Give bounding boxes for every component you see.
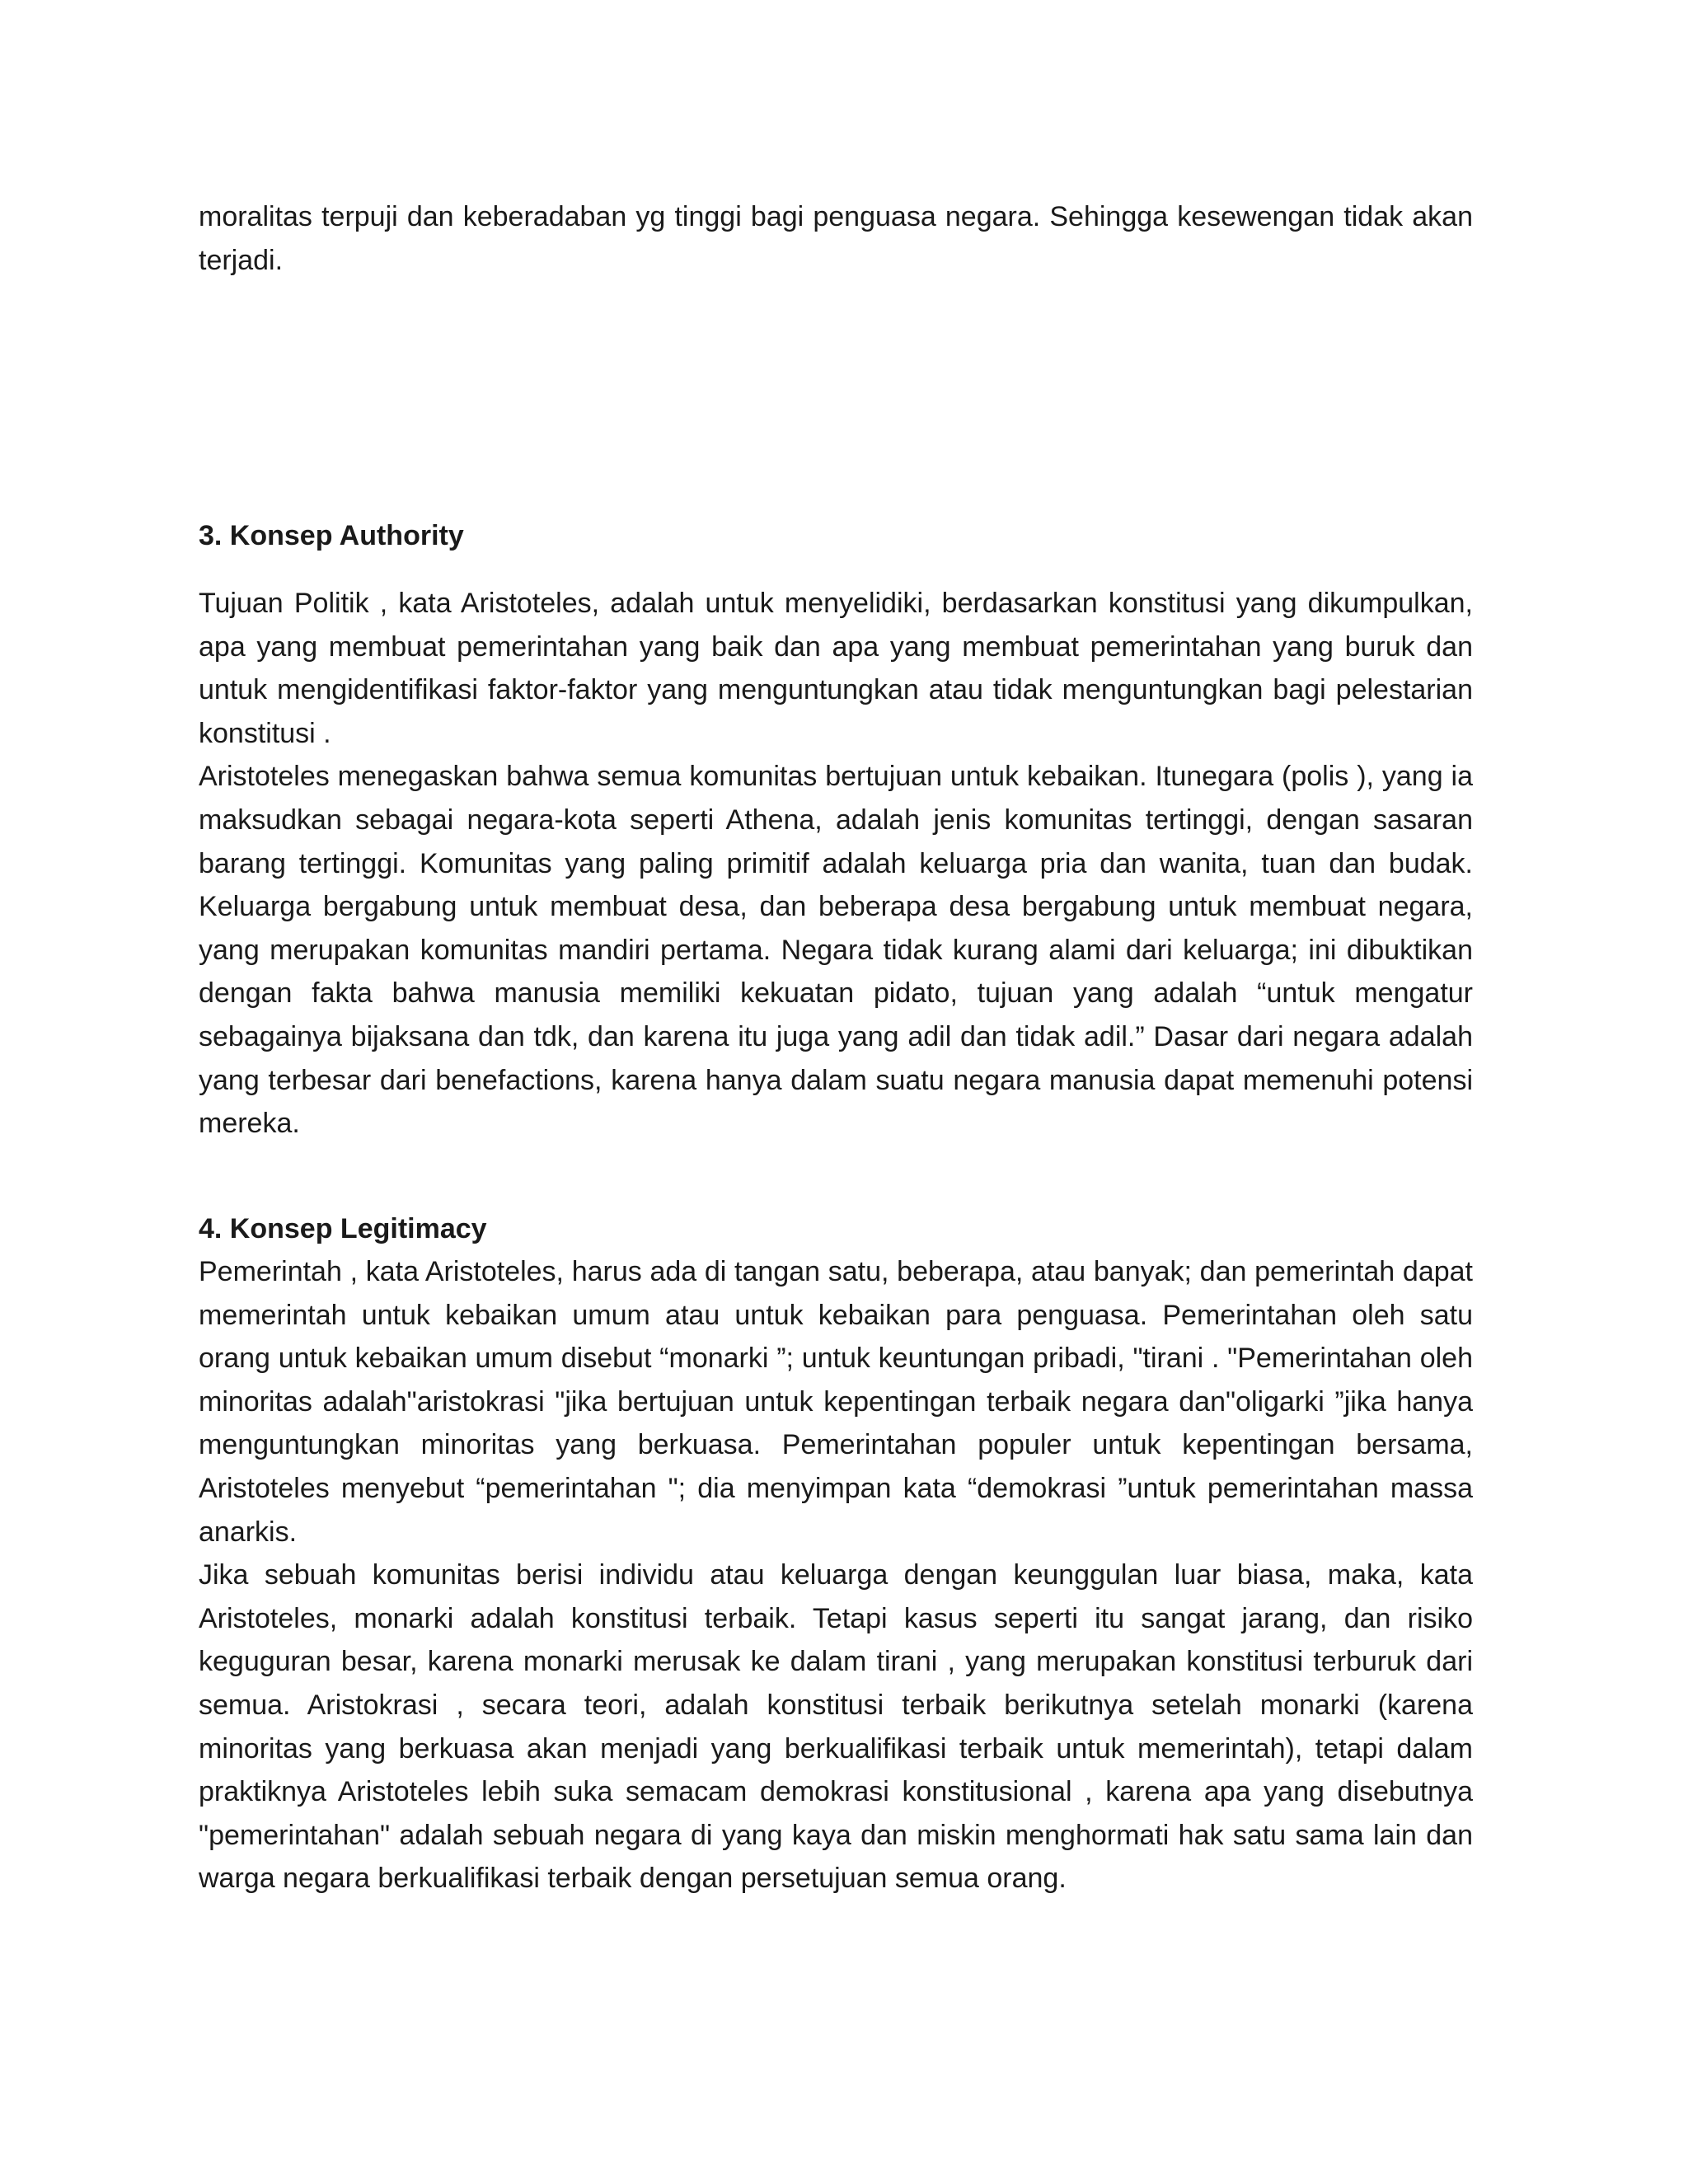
section-3-paragraph-2: Aristoteles menegaskan bahwa semua komunitas bertujuan untuk kebaikan. Itunegara (polis ), yang ia maksudkan sebagai negara-kota seperti Athena, adalah jenis komunitas tertinggi, dengan sasaran barang tertinggi. Komunitas yang paling primitif adalah keluarga pria dan wanita, tuan dan budak. Keluarga bergabung untuk membuat desa, dan beberapa desa bergabung untuk membuat negara, yang merupakan komunitas mandiri pertama. Negara tidak kurang alami dari keluarga; ini dibuktikan dengan fakta bahwa manusia memiliki kekuatan pidato, tujuan yang adalah “untuk mengatur sebagainya bijaksana dan tdk, dan karena itu juga yang adil dan tidak adil.” Dasar dari negara adalah yang terbesar dari benefactions, karena hanya dalam suatu negara manusia dapat memenuhi potensi mereka. bbox=[199, 761, 1473, 1140]
section-3-body bbox=[199, 582, 1473, 1146]
section-4-heading: 4. Konsep Legitimacy bbox=[199, 1213, 487, 1244]
section-3-heading: 3. Konsep Authority bbox=[199, 520, 464, 551]
intro-paragraph: moralitas terpuji dan keberadaban yg tinggi bagi penguasa negara. Sehingga kesewengan tidak akan terjadi. bbox=[199, 201, 1473, 276]
intro-section bbox=[199, 195, 1473, 282]
section-4-paragraph-1: Pemerintah , kata Aristoteles, harus ada di tangan satu, beberapa, atau banyak; dan pemerintah dapat memerintah untuk kebaikan umum atau untuk kebaikan para penguasa. Pemerintahan oleh satu orang untuk kebaikan umum disebut “monarki ”; untuk keuntungan pribadi, "tirani . "Pemerintahan oleh minoritas adalah"aristokrasi "jika bertujuan untuk kepentingan terbaik negara dan"oligarki ”jika hanya menguntungkan minoritas yang berkuasa. Pemerintahan populer untuk kepentingan bersama, Aristoteles menyebut “pemerintahan "; dia menyimpan kata “demokrasi ”untuk pemerintahan massa anarkis. bbox=[199, 1256, 1473, 1548]
section-4-paragraph-2: Jika sebuah komunitas berisi individu atau keluarga dengan keunggulan luar biasa, maka, kata Aristoteles, monarki adalah konstitusi terbaik. Tetapi kasus seperti itu sangat jarang, dan risiko keguguran besar, karena monarki merusak ke dalam tirani , yang merupakan konstitusi terburuk dari semua. Aristokrasi , secara teori, adalah konstitusi terbaik berikutnya setelah monarki (karena minoritas yang berkuasa akan menjadi yang berkualifikasi terbaik untuk memerintah), tetapi dalam praktiknya Aristoteles lebih suka semacam demokrasi konstitusional , karena apa yang disebutnya "pemerintahan" adalah sebuah negara di yang kaya dan miskin menghormati hak satu sama lain dan warga negara berkualifikasi terbaik dengan persetujuan semua orang. bbox=[199, 1559, 1473, 1895]
section-3-paragraph-1: Tujuan Politik , kata Aristoteles, adalah untuk menyelidiki, berdasarkan konstitusi yang dikumpulkan, apa yang membuat pemerintahan yang baik dan apa yang membuat pemerintahan yang buruk dan untuk mengidentifikasi faktor-faktor yang menguntungkan atau tidak menguntungkan bagi pelestarian konstitusi . bbox=[199, 588, 1473, 749]
section-4-body bbox=[199, 1250, 1473, 1900]
